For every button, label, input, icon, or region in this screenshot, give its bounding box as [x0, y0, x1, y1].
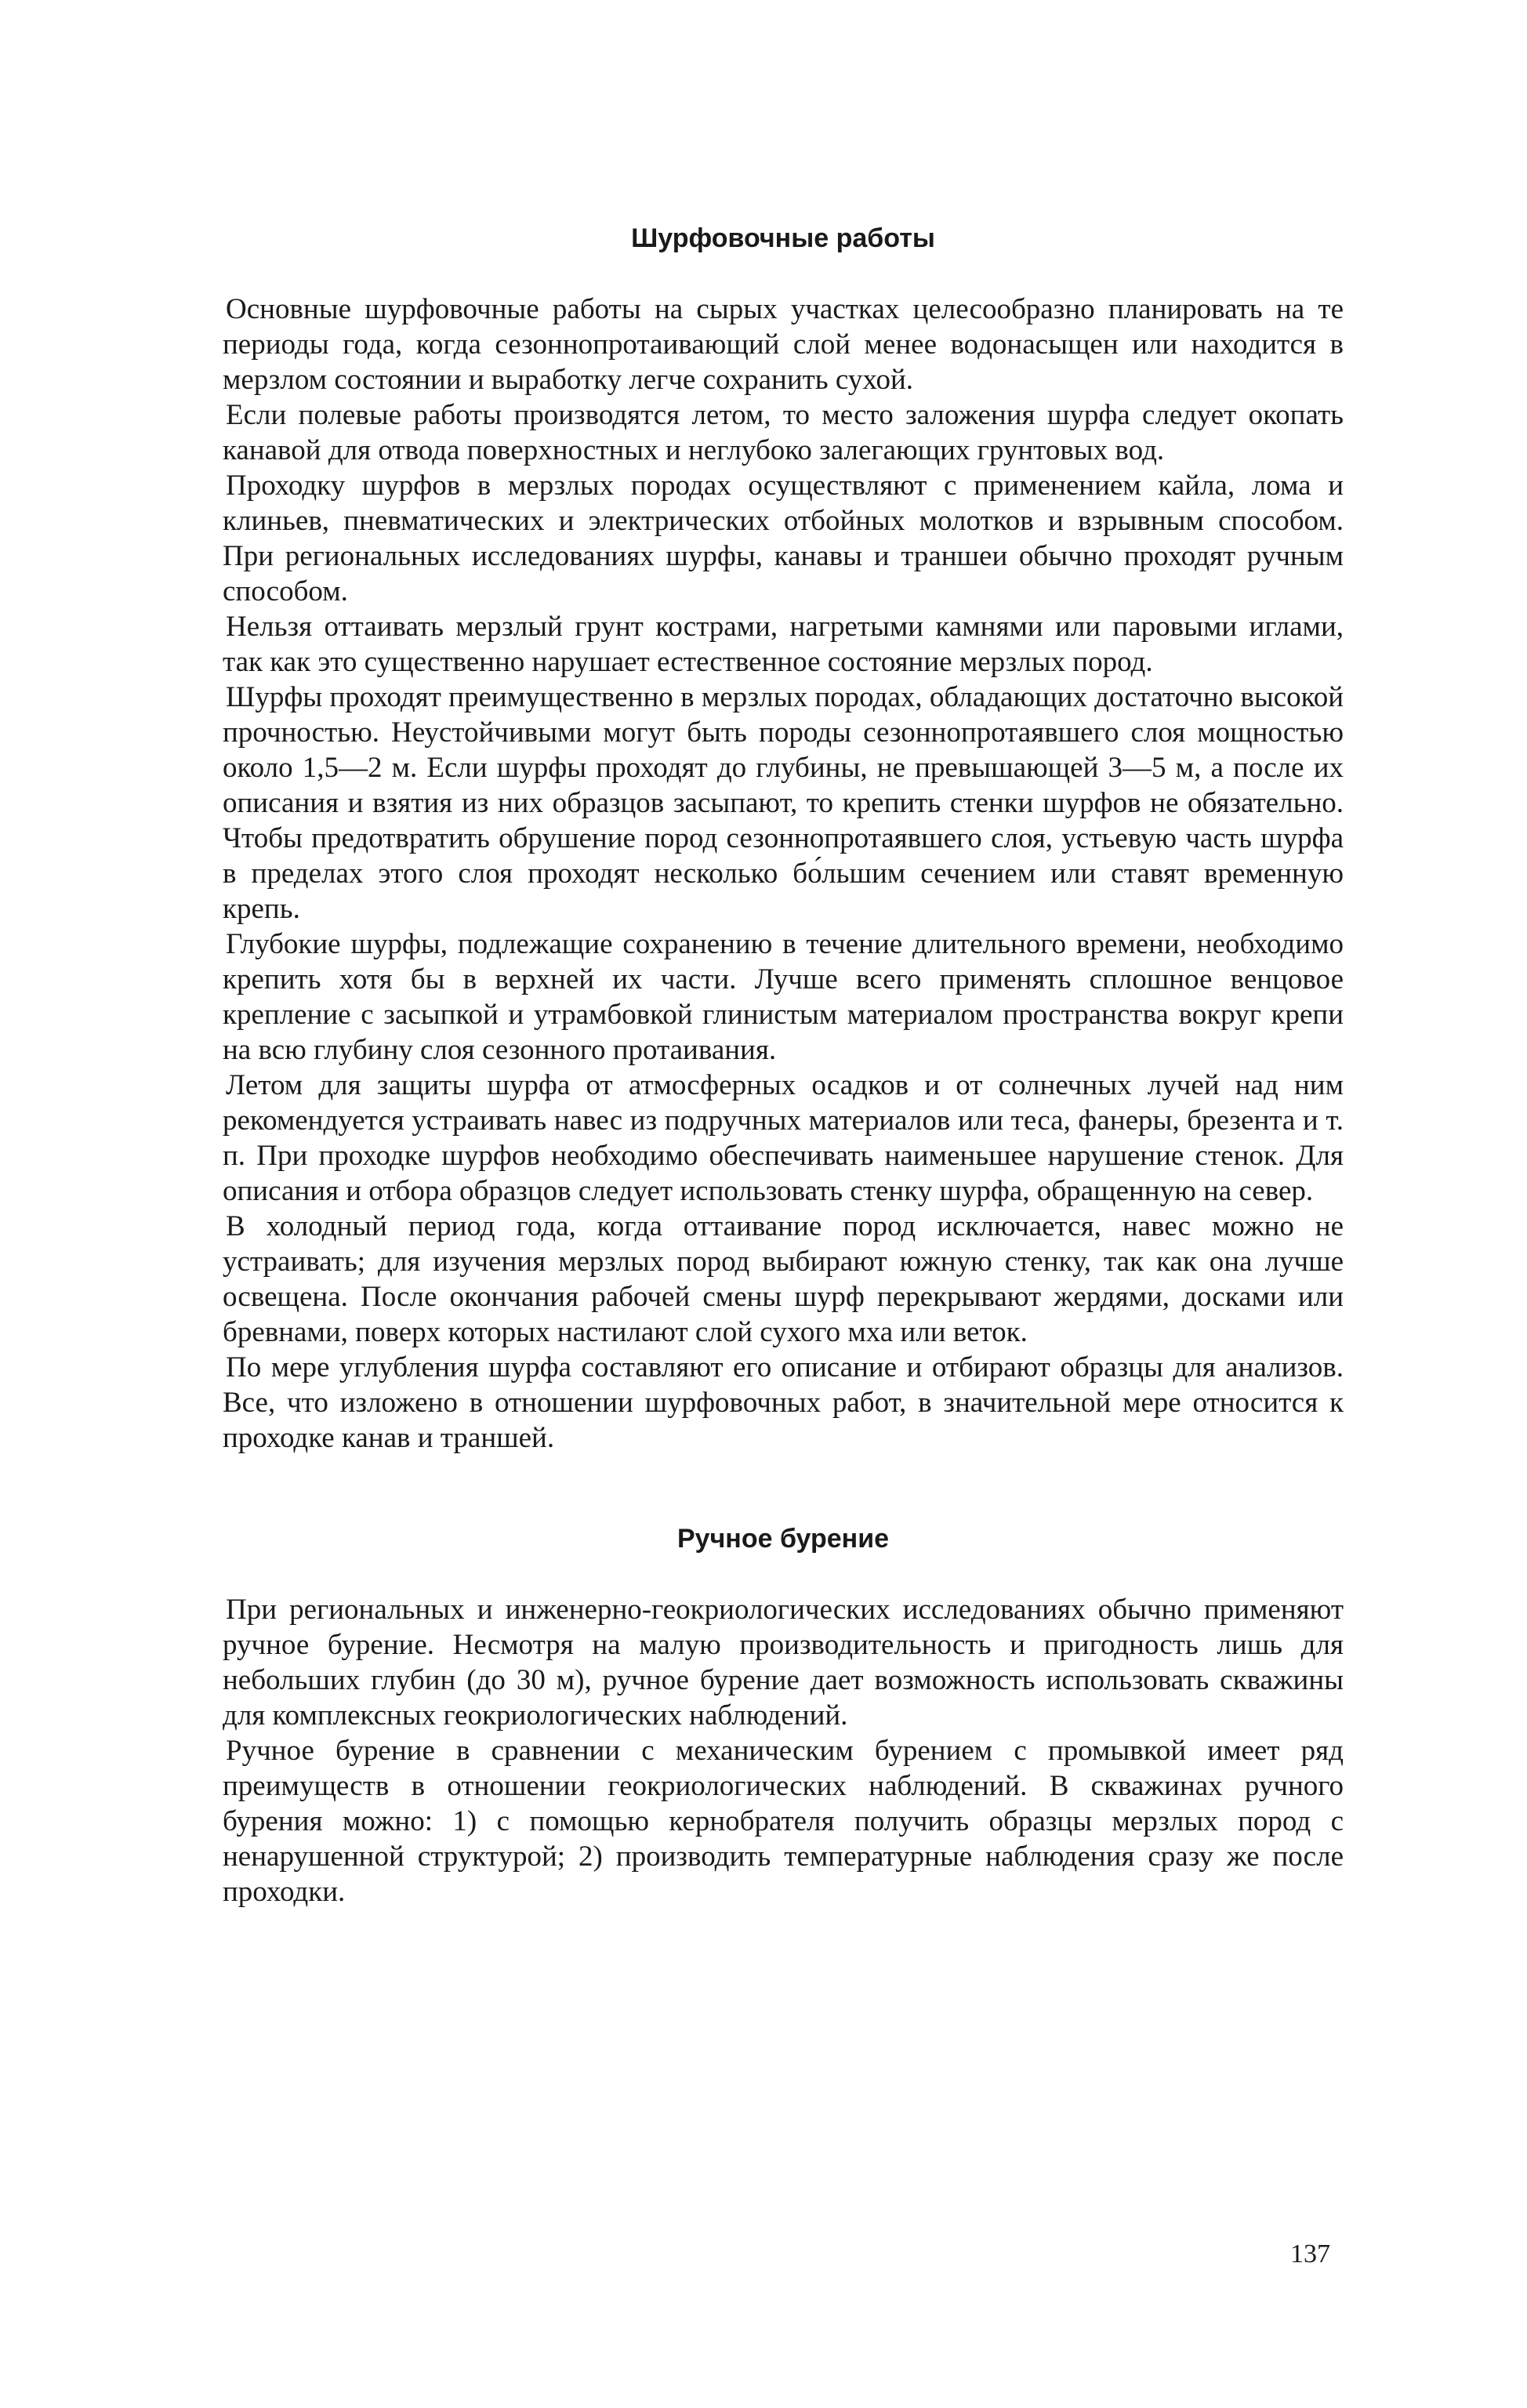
paragraph: Глубокие шурфы, подлежащие сохранению в течение длительного времени, необходимо крепить хотя бы в верхней их части. Лучше всего применять сплошное венцовое крепление с засыпкой и утрамбовкой глинистым материалом пространства вокруг крепи на всю глубину слоя сезонного протаивания.: [223, 928, 1344, 1066]
section-shurf-works: [223, 221, 1344, 1456]
paragraph: При региональных и инженерно-геокриологических исследованиях обычно применяют ручное бурение. Несмотря на малую производительность и пригодность лишь для небольших глубин (до 30 м), ручное бурение дает возможность использовать скважины для комплексных геокриологических наблюдений.: [223, 1594, 1344, 1732]
section-title: Ручное бурение: [676, 1524, 890, 1554]
page-body: [223, 221, 1344, 1909]
paragraph: Если полевые работы производятся летом, то место заложения шурфа следует окопать канавой для отвода поверхностных и неглубоко залегающих грунтовых вод.: [223, 399, 1344, 466]
paragraph: Ручное бурение в сравнении с механическим бурением с промывкой имеет ряд преимуществ в отношении геокриологических наблюдений. В скважинах ручного бурения можно: 1) с помощью кернобрателя получить образцы мерзлых пород с ненарушенной структурой; 2) производить температурные наблюдения сразу же после проходки.: [223, 1735, 1344, 1908]
paragraph: Основные шурфовочные работы на сырых участках целесообразно планировать на те периоды года, когда сезоннопротаивающий слой менее водонасыщен или находится в мерзлом состоянии и выработку легче сохранить сухой.: [223, 293, 1344, 396]
paragraph: В холодный период года, когда оттаивание пород исключается, навес можно не устраивать; для изучения мерзлых пород выбирают южную стенку, так как она лучше освещена. После окончания рабочей смены шурф перекрывают жердями, досками или бревнами, поверх которых настилают слой сухого мха или веток.: [223, 1210, 1344, 1348]
paragraph: Летом для защиты шурфа от атмосферных осадков и от солнечных лучей над ним рекомендуется устраивать навес из подручных материалов или теса, фанеры, брезента и т. п. При проходке шурфов необходимо обеспечивать наименьшее нарушение стенок. Для описания и отбора образцов следует использовать стенку шурфа, обращенную на север.: [223, 1069, 1344, 1207]
paragraph: Проходку шурфов в мерзлых породах осуществляют с применением кайла, лома и клиньев, пневматических и электрических отбойных молотков и взрывным способом. При региональных исследованиях шурфы, канавы и траншеи обычно проходят ручным способом.: [223, 470, 1344, 607]
paragraph: Нельзя оттаивать мерзлый грунт кострами, нагретыми камнями или паровыми иглами, так как это существенно нарушает естественное состояние мерзлых пород.: [223, 611, 1344, 678]
section-title: Шурфовочные работы: [631, 223, 935, 253]
section-hand-drilling: [223, 1521, 1344, 1909]
paragraph: Шурфы проходят преимущественно в мерзлых породах, обладающих достаточно высокой прочностью. Неустойчивыми могут быть породы сезоннопротаявшего слоя мощностью около 1,5—2 м. Если шурфы проходят до глубины, не превышающей 3—5 м, а после их описания и взятия из них образцов засыпают, то крепить стенки шурфов не обязательно. Чтобы предотвратить обрушение пород сезоннопротаявшего слоя, устьевую часть шурфа в пределах этого слоя проходят несколько бо́льшим сечением или ставят временную крепь.: [223, 681, 1344, 925]
paragraph: По мере углубления шурфа составляют его описание и отбирают образцы для анализов. Все, что изложено в отношении шурфовочных работ, в значительной мере относится к проходке канав и траншей.: [223, 1351, 1344, 1454]
page-number: 137: [1290, 2239, 1330, 2268]
